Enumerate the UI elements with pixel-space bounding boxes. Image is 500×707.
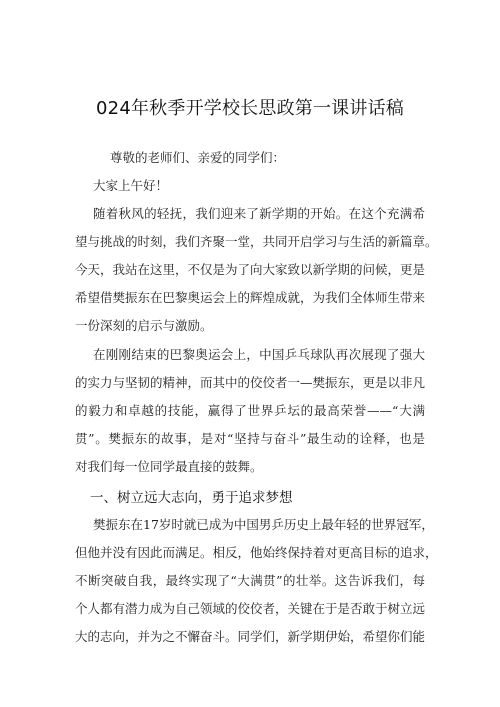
paragraph-line: 对我们每一位同学最直接的鼓舞。 [75, 459, 263, 474]
paragraph-line: 个人都有潜力成为自己领域的佼佼者，关键在于是否敢于树立远 [75, 601, 426, 616]
paragraph-line: 大的志向，并为之不懈奋斗。同学们，新学期伊始，希望你们能 [75, 629, 426, 644]
paragraph-line: 随着秋风的轻抚，我们迎来了新学期的开始。在这个充满希 [93, 206, 425, 221]
document-title: 024年秋季开学校长思政第一课讲话稿 [96, 98, 404, 119]
paragraph-line: 今天，我站在这里，不仅是为了向大家致以新学期的问候，更是 [75, 262, 426, 277]
paragraph-line: 不断突破自我，最终实现了“大满贯”的壮举。这告诉我们，每 [75, 573, 425, 588]
paragraph-line: 贯”。樊振东的故事，是对“坚持与奋斗”最生动的诠释，也是 [75, 431, 425, 446]
section-heading: 一、树立远大志向，勇于追求梦想 [90, 490, 293, 506]
paragraph-line: 希望借樊振东在巴黎奥运会上的辉煌成就，为我们全体师生带来 [75, 290, 426, 305]
paragraph-line: 但他并没有因此而满足。相反，他始终保持着对更高目标的追求， [75, 545, 438, 560]
salutation: 尊敬的老师们、亲爱的同学们： [110, 150, 286, 165]
paragraph-line: 望与挑战的时刻，我们齐聚一堂，共同开启学习与生活的新篇章。 [75, 234, 438, 249]
greeting: 大家上午好！ [93, 178, 169, 193]
paragraph-line: 樊振东在17岁时就已成为中国男乒历史上最年轻的世界冠军， [93, 517, 434, 532]
paragraph-line: 一份深刻的启示与激励。 [75, 318, 213, 333]
paragraph-line: 的毅力和卓越的技能，赢得了世界乒坛的最高荣誉——“大满 [75, 403, 425, 418]
paragraph-line: 在刚刚结束的巴黎奥运会上，中国乒乓球队再次展现了强大 [93, 347, 425, 362]
paragraph-line: 的实力与坚韧的精神，而其中的佼佼者一—樊振东，更是以非凡 [75, 375, 426, 390]
